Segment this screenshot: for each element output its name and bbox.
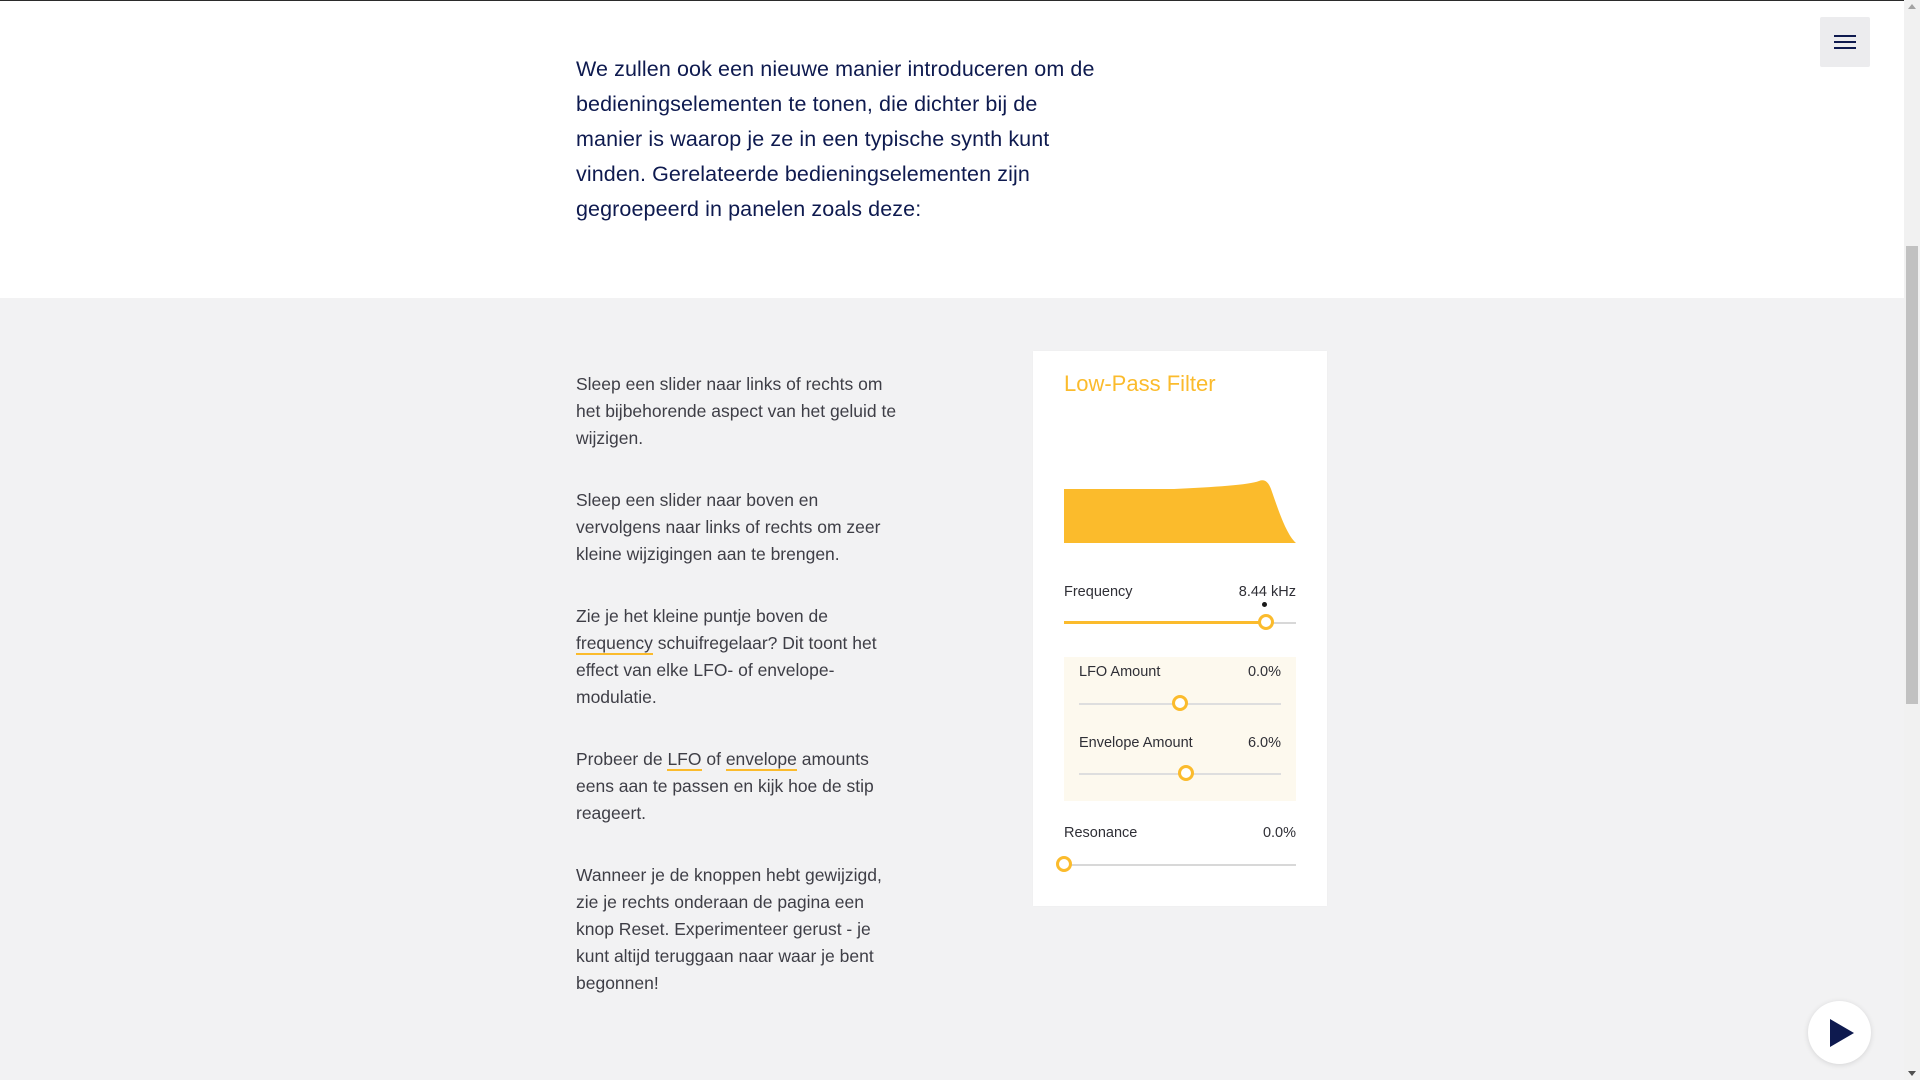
- hamburger-menu-icon: [1834, 35, 1856, 49]
- instruction-amounts: Probeer de LFO of envelope amounts eens aan te passen en kijk hoe de stip reageert.: [576, 749, 874, 823]
- play-button[interactable]: [1808, 1001, 1871, 1064]
- scroll-up-icon[interactable]: [1908, 4, 1916, 9]
- menu-button[interactable]: [1820, 17, 1870, 67]
- lfo-amount-slider[interactable]: [1172, 695, 1188, 711]
- frequency-fill: [1064, 621, 1266, 624]
- envelope-link[interactable]: envelope: [725, 749, 797, 769]
- filter-response-graph: [1064, 479, 1296, 543]
- lfo-amount-label: LFO Amount: [1079, 664, 1161, 680]
- intro-text: We zullen ook een nieuwe manier introduceren om de bedieningselementen te tonen, die dichter bij de manier is waarop je ze in een typische synth kunt vinden. Gerelateerde bedieningselementen zijn gegroepeerd in panelen zoals deze:: [576, 57, 1095, 221]
- play-icon: [1830, 1019, 1854, 1047]
- frequency-label: Frequency: [1064, 584, 1133, 600]
- scroll-thumb[interactable]: [1906, 246, 1918, 704]
- page-scrollbar[interactable]: [1904, 0, 1920, 1080]
- frequency-value: 8.44 kHz: [1238, 584, 1296, 600]
- scroll-down-icon[interactable]: [1908, 1071, 1916, 1076]
- envelope-amount-value: 6.0%: [1247, 735, 1281, 751]
- instruction-reset: Wanneer je de knoppen hebt gewijzigd, zie je rechts onderaan de pagina een knop Reset. Experimenteer gerust - je kunt altijd teruggaan naar waar je bent begonnen!: [576, 865, 882, 993]
- frequency-link[interactable]: frequency: [576, 633, 653, 653]
- demo-section: [0, 298, 1904, 1080]
- lfo-amount-value: 0.0%: [1247, 664, 1281, 680]
- instructions: [576, 371, 906, 1032]
- low-pass-filter-panel: [1033, 351, 1327, 906]
- instruction-fine-tune: Sleep een slider naar boven en vervolgens naar links of rechts om zeer kleine wijzigingen aan te brengen.: [576, 490, 881, 564]
- panel-title: Low-Pass Filter: [1064, 371, 1216, 396]
- modulation-dot: [1262, 602, 1267, 607]
- envelope-amount-label: Envelope Amount: [1079, 735, 1193, 751]
- resonance-value: 0.0%: [1262, 825, 1296, 841]
- instruction-modulation-dot: Zie je het kleine puntje boven de frequency schuifregelaar? Dit toont het effect van elke LFO- of envelope-modulatie.: [576, 606, 877, 707]
- resonance-slider[interactable]: [1056, 856, 1072, 872]
- frequency-slider[interactable]: [1258, 614, 1274, 630]
- resonance-track[interactable]: [1064, 864, 1296, 866]
- lfo-link[interactable]: LFO: [667, 749, 702, 769]
- resonance-label: Resonance: [1064, 825, 1138, 841]
- instruction-drag: Sleep een slider naar links of rechts om het bijbehorende aspect van het geluid te wijzigen.: [576, 374, 897, 448]
- envelope-amount-slider[interactable]: [1178, 765, 1194, 781]
